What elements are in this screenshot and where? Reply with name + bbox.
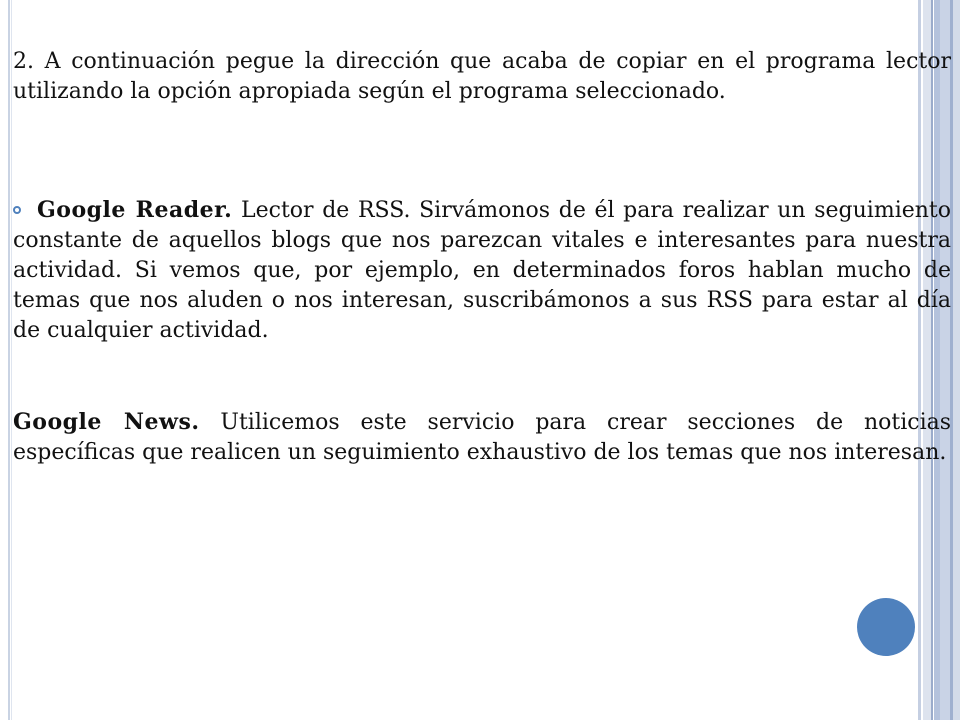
google-reader-term: Google Reader. (37, 197, 233, 223)
google-reader-text: Lector de RSS. Sirvámonos de él para realizar un seguimiento constante de aquellos blogs que nos parezcan vitales e interesantes para nuestra actividad. Si vemos que, por ejemplo, en determinados foros hablan mucho de temas que nos aluden o nos interesan, suscribámonos a sus RSS para estar al día de cualquier actividad. (13, 198, 952, 343)
left-border-line (8, 0, 10, 720)
decorative-circle (857, 598, 915, 656)
left-border-line-inner (11, 0, 12, 720)
right-stripe (940, 0, 950, 720)
bullet-icon (13, 206, 21, 214)
paragraph-google-reader (13, 195, 951, 346)
right-stripe (918, 0, 921, 720)
right-stripe (953, 0, 960, 720)
paragraph-google-news (13, 407, 951, 468)
google-news-text: Utilicemos este servicio para crear secciones de noticias específicas que realicen un seguimiento exhaustivo de los temas que nos interesan. (13, 410, 952, 465)
paragraph-instruction-text: 2. A continuación pegue la dirección que acaba de copiar en el programa lector utilizando la opción apropiada según el programa seleccionado. (13, 49, 951, 104)
right-stripe (931, 0, 933, 720)
google-news-term: Google News. (13, 409, 200, 435)
paragraph-instruction (13, 47, 951, 107)
right-stripe (923, 0, 931, 720)
